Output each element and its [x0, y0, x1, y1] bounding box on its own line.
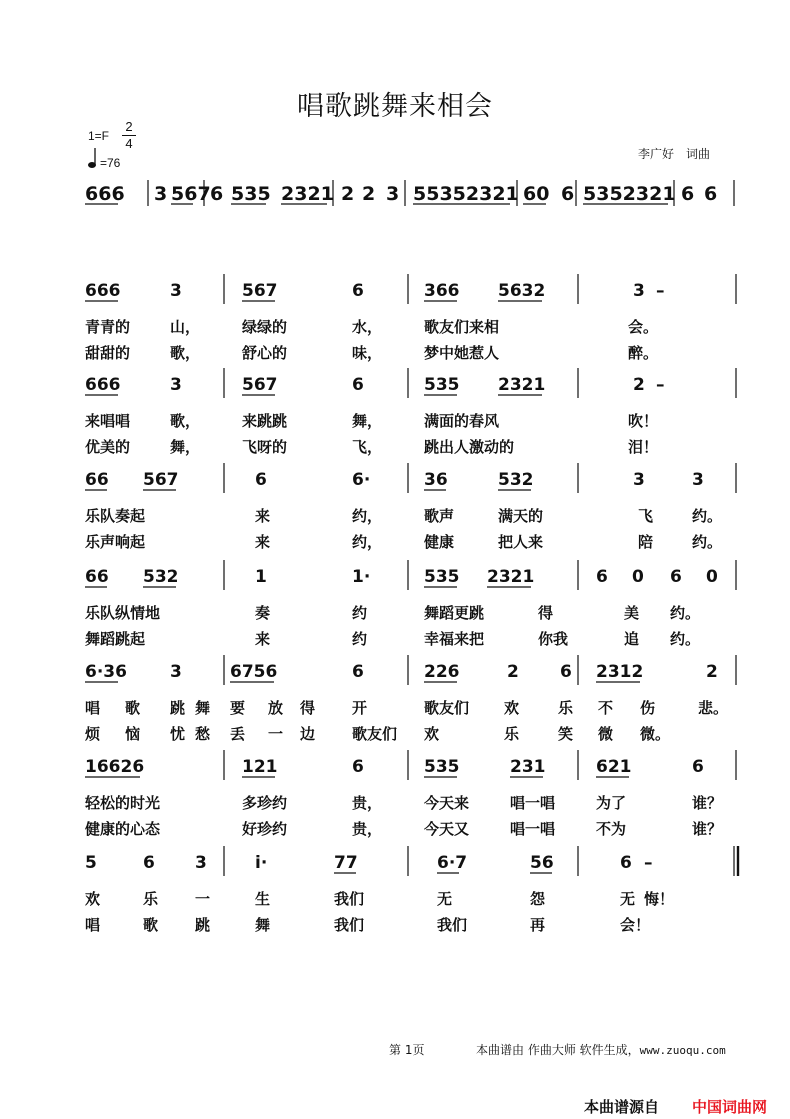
- note: 226: [424, 662, 460, 682]
- lyric: 为了: [596, 794, 627, 812]
- intro-note: 2: [341, 183, 355, 205]
- note: –: [656, 375, 665, 395]
- note: 6·: [352, 470, 371, 490]
- intro-note: 3: [386, 183, 400, 205]
- lyric: 歌友们: [352, 725, 398, 743]
- note: 1·: [352, 567, 371, 587]
- note: 2: [507, 662, 519, 682]
- lyric: 梦中她惹人: [424, 344, 500, 362]
- lyric: 来: [255, 507, 271, 525]
- lyric: 微。: [640, 725, 671, 743]
- note: 5632: [498, 281, 546, 301]
- note: 2321: [487, 567, 535, 587]
- lyric: 满面的春风: [424, 412, 500, 430]
- intro-note: 6: [561, 183, 575, 205]
- lyric: 一: [268, 725, 284, 743]
- lyric: 开: [352, 699, 368, 717]
- lyric: 乐声响起: [85, 533, 146, 551]
- note: 3: [195, 853, 207, 873]
- lyric: 优美的: [85, 438, 131, 456]
- lyric: 怨: [530, 890, 546, 908]
- lyric: 好珍约: [242, 820, 288, 838]
- lyric: 会！: [620, 916, 651, 934]
- intro-note: 3: [154, 183, 168, 205]
- note: 2321: [498, 375, 546, 395]
- lyric: 欢: [424, 725, 440, 743]
- note: 3: [633, 281, 645, 301]
- lyric: 醉。: [628, 344, 659, 362]
- lyric: 歌友们来相: [424, 318, 500, 336]
- note: 3: [170, 662, 182, 682]
- note: 2: [706, 662, 718, 682]
- intro-note: 567: [171, 183, 211, 205]
- intro-note: 6: [681, 183, 695, 205]
- note: 66: [85, 470, 109, 490]
- note: 666: [85, 375, 121, 395]
- lyric: 飞呀的: [242, 438, 288, 456]
- note: 621: [596, 757, 632, 777]
- time-signature-top: 2: [125, 119, 133, 134]
- lyric: 我们: [334, 890, 365, 908]
- note: 532: [498, 470, 534, 490]
- lyric: 乐: [504, 725, 520, 743]
- lyric: 跳出人激动的: [424, 438, 515, 456]
- note: 3: [692, 470, 704, 490]
- lyric: 无: [437, 890, 453, 908]
- note: 66: [85, 567, 109, 587]
- generator-note: [476, 1041, 726, 1058]
- lyric: 贵，: [352, 794, 383, 812]
- note: 121: [242, 757, 278, 777]
- lyric: 绿绿的: [242, 318, 288, 336]
- page-number: 第 1页: [389, 1043, 425, 1057]
- lyric: 跳: [195, 916, 211, 934]
- lyric: 歌友们: [424, 699, 470, 717]
- lyric: 飞: [638, 507, 654, 525]
- author-credit: 李广好 词曲: [638, 147, 711, 161]
- lyric: 舞，: [170, 438, 201, 456]
- lyric: 味，: [352, 344, 383, 362]
- note: 2: [633, 375, 645, 395]
- lyric: 恼: [125, 725, 141, 743]
- note: 666: [85, 281, 121, 301]
- lyric: 再: [530, 916, 546, 934]
- lyric: 歌，: [170, 344, 201, 362]
- lyric: 舒心的: [242, 344, 288, 362]
- lyric: 伤: [640, 699, 656, 717]
- note: 532: [143, 567, 179, 587]
- lyric: 要: [230, 699, 246, 717]
- generator-text: 本曲谱由 作曲大师 软件生成，: [476, 1043, 640, 1057]
- note: 6: [670, 567, 682, 587]
- lyric: 悲。: [698, 699, 729, 717]
- lyric: 歌声: [424, 507, 455, 525]
- generator-url: www.zuoqu.com: [639, 1044, 726, 1057]
- lyric: 唱一唱: [510, 794, 556, 812]
- lyric: 愁: [195, 725, 211, 743]
- lyric: 生: [255, 890, 271, 908]
- lyric: 约。: [670, 604, 701, 622]
- lyric: 歌: [125, 699, 141, 717]
- lyric: 约，: [352, 533, 383, 551]
- lyric: 来跳跳: [242, 412, 288, 430]
- lyric: 轻松的时光: [85, 794, 161, 812]
- lyric: 今天来: [424, 794, 470, 812]
- lyric: 边: [300, 725, 316, 743]
- lyric: 约。: [692, 507, 723, 525]
- note: 6756: [230, 662, 278, 682]
- lyric: 歌，: [170, 412, 201, 430]
- lyric: 笑: [558, 725, 574, 743]
- lyric: 忧: [170, 725, 186, 743]
- note: 6: [560, 662, 572, 682]
- lyric: 无: [620, 890, 636, 908]
- lyric: 欢: [85, 890, 101, 908]
- lyric: 谁？: [692, 820, 723, 838]
- lyric: 贵，: [352, 820, 383, 838]
- note: 36: [424, 470, 448, 490]
- note: –: [656, 281, 665, 301]
- note: –: [644, 853, 653, 873]
- lyric: 幸福来把: [424, 630, 485, 648]
- lyric: 丢: [230, 725, 246, 743]
- lyric: 跳: [170, 699, 186, 717]
- lyric: 来: [255, 630, 271, 648]
- lyric: 约。: [692, 533, 723, 551]
- lyric: 唱: [85, 699, 101, 717]
- lyric: 泪！: [628, 438, 659, 456]
- note: 5: [85, 853, 97, 873]
- lyric: 山，: [170, 318, 201, 336]
- note: 535: [424, 567, 460, 587]
- intro-note: 5352321: [583, 183, 676, 205]
- key-signature: 1=F: [88, 129, 110, 143]
- lyric: 舞: [255, 916, 271, 934]
- intro-note: 2321: [281, 183, 334, 205]
- lyric: 今天又: [424, 820, 470, 838]
- lyric: 飞，: [352, 438, 383, 456]
- lyric: 多珍约: [242, 794, 288, 812]
- source-label: 本曲谱源自: [584, 1098, 660, 1116]
- source-name: 中国词曲网: [692, 1098, 768, 1116]
- tempo-marking: =76: [100, 156, 121, 170]
- lyric: 唱: [85, 916, 101, 934]
- lyric: 健康: [424, 533, 455, 551]
- intro-note: 6: [704, 183, 718, 205]
- lyric: 微: [598, 725, 614, 743]
- lyric: 你我: [538, 630, 569, 648]
- lyric: 欢: [504, 699, 520, 717]
- lyric: 舞: [195, 699, 211, 717]
- lyric: 不为: [596, 820, 627, 838]
- lyric: 一: [195, 890, 211, 908]
- note: 6: [143, 853, 155, 873]
- note: 6: [620, 853, 632, 873]
- lyric: 烦: [85, 725, 101, 743]
- note: 6: [596, 567, 608, 587]
- lyric: 约: [352, 630, 368, 648]
- intro-note: 666: [85, 183, 125, 205]
- note: 366: [424, 281, 460, 301]
- lyric: 悔！: [644, 890, 675, 908]
- lyric: 奏: [255, 604, 271, 622]
- lyric: 吹！: [628, 412, 659, 430]
- lyric: 乐: [143, 890, 159, 908]
- note: 6: [692, 757, 704, 777]
- note: 77: [334, 853, 358, 873]
- lyric: 追: [624, 630, 640, 648]
- lyric: 约: [352, 604, 368, 622]
- note: i·: [255, 853, 268, 873]
- intro-note: 55352321: [413, 183, 519, 205]
- lyric: 水，: [352, 318, 383, 336]
- lyric: 舞蹈跳起: [85, 630, 146, 648]
- lyric: 甜甜的: [85, 344, 131, 362]
- note: 567: [242, 281, 278, 301]
- note: 535: [424, 375, 460, 395]
- lyric: 谁？: [692, 794, 723, 812]
- lyric: 把人来: [498, 533, 544, 551]
- lyric: 约，: [352, 507, 383, 525]
- lyric: 唱一唱: [510, 820, 556, 838]
- lyric: 舞蹈更跳: [424, 604, 485, 622]
- lyric: 健康的心态: [85, 820, 161, 838]
- lyric: 约。: [670, 630, 701, 648]
- lyric: 我们: [334, 916, 365, 934]
- note: 0: [632, 567, 644, 587]
- note: 2312: [596, 662, 644, 682]
- note: 6·7: [437, 853, 468, 873]
- note: 6: [352, 281, 364, 301]
- lyric: 乐队奏起: [85, 507, 146, 525]
- lyric: 会。: [628, 318, 659, 336]
- note: 535: [424, 757, 460, 777]
- note: 56: [530, 853, 554, 873]
- lyric: 我们: [437, 916, 468, 934]
- note: 6: [352, 375, 364, 395]
- lyric: 得: [538, 604, 554, 622]
- lyric: 满天的: [498, 507, 544, 525]
- note: 0: [706, 567, 718, 587]
- lyric: 来唱唱: [85, 412, 131, 430]
- note: 231: [510, 757, 546, 777]
- note: 1: [255, 567, 267, 587]
- intro-note: 535: [231, 183, 271, 205]
- note: 6: [255, 470, 267, 490]
- note: 3: [170, 375, 182, 395]
- note: 567: [242, 375, 278, 395]
- lyric: 得: [300, 699, 316, 717]
- note: 567: [143, 470, 179, 490]
- song-title: 唱歌跳舞来相会: [297, 91, 493, 122]
- lyric: 乐队纵情地: [85, 604, 161, 622]
- lyric: 青青的: [85, 318, 131, 336]
- note: 16626: [85, 757, 145, 777]
- time-signature-bottom: 4: [125, 136, 133, 151]
- note: 6·36: [85, 662, 127, 682]
- lyric: 美: [624, 604, 640, 622]
- note: 6: [352, 662, 364, 682]
- lyric: 陪: [638, 533, 654, 551]
- note: 3: [170, 281, 182, 301]
- intro-note: 2: [362, 183, 376, 205]
- lyric: 舞，: [352, 412, 383, 430]
- lyric: 来: [255, 533, 271, 551]
- lyric: 放: [268, 699, 284, 717]
- note: 3: [633, 470, 645, 490]
- lyric: 歌: [143, 916, 159, 934]
- intro-note: 6: [210, 183, 224, 205]
- lyric: 不: [598, 699, 614, 717]
- intro-note: 60: [523, 183, 550, 205]
- lyric: 乐: [558, 699, 574, 717]
- note: 6: [352, 757, 364, 777]
